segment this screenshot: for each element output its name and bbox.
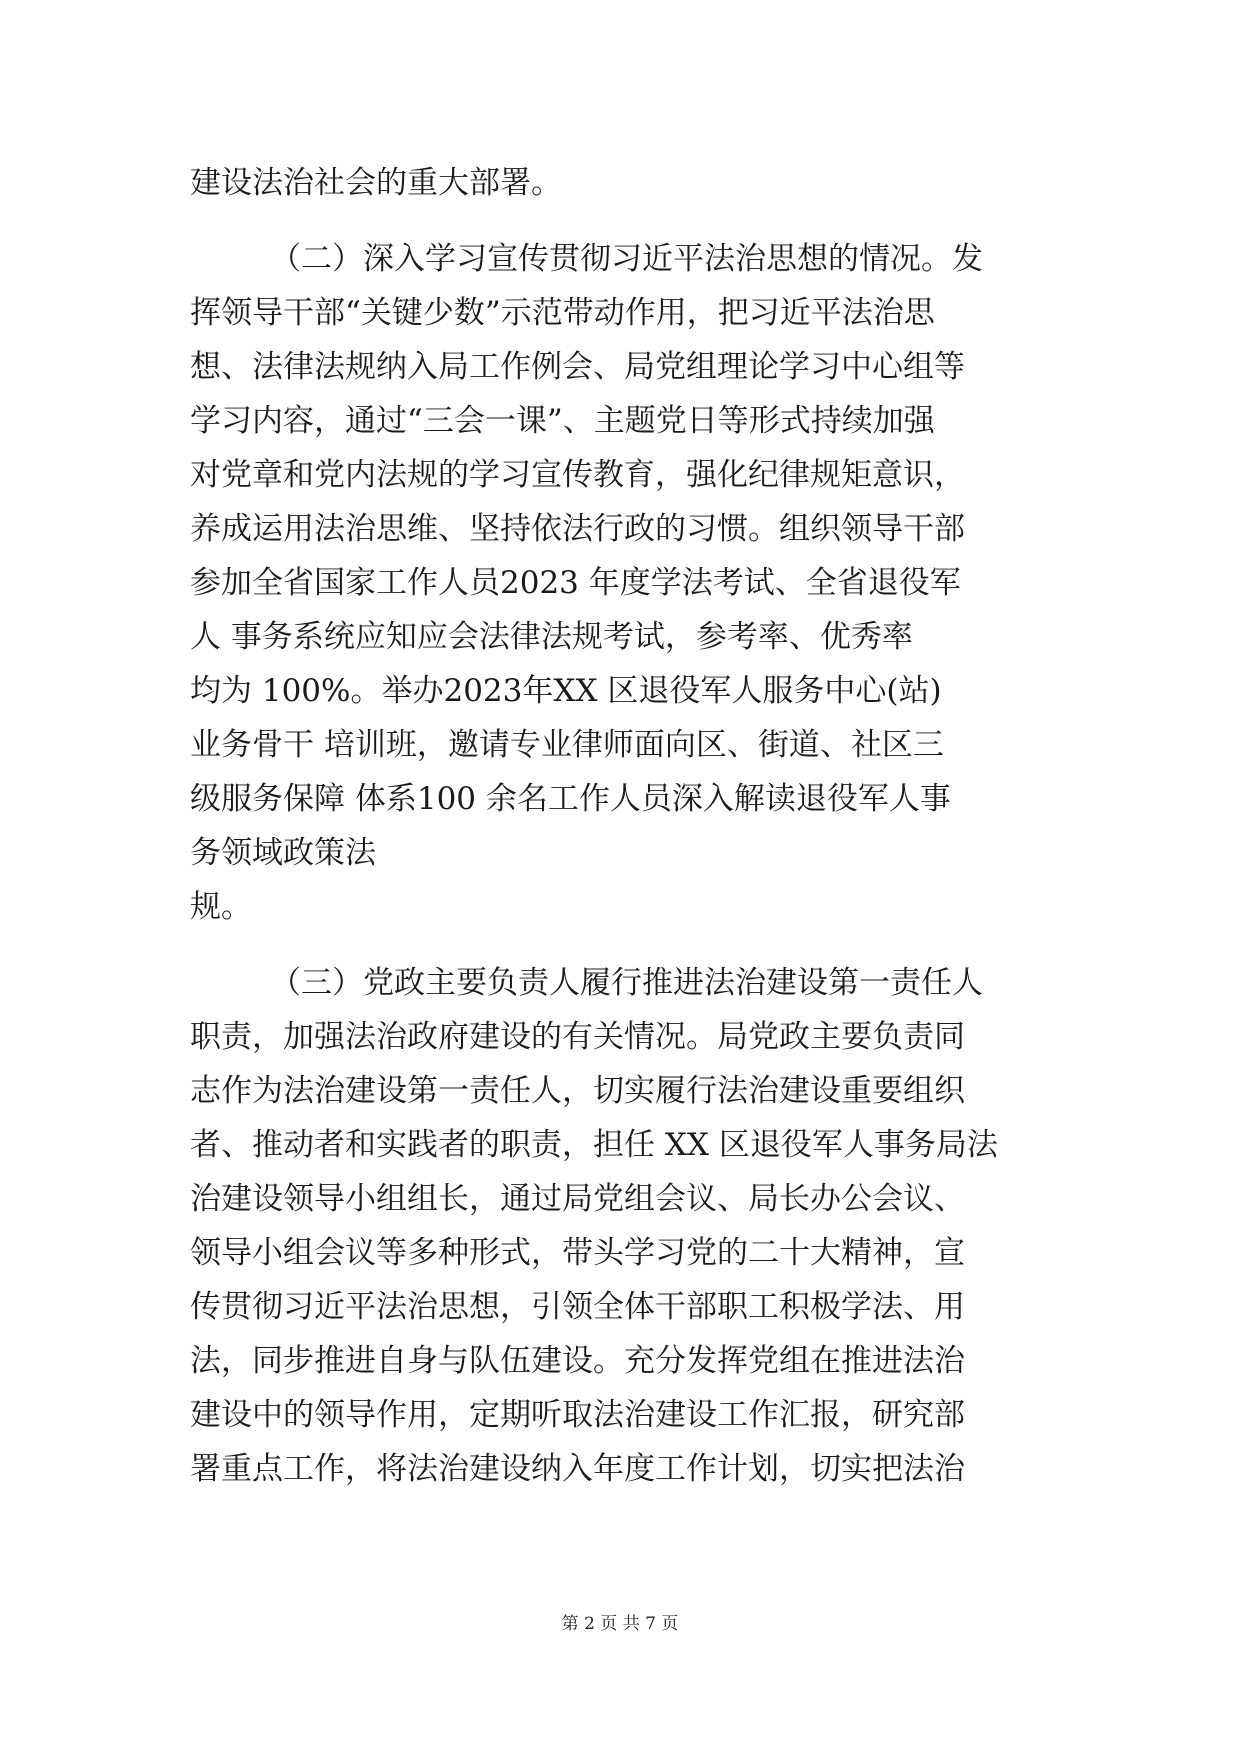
text-line: 挥领导干部“关键少数”示范带动作用，把习近平法治思 bbox=[190, 295, 935, 331]
text-line: 均为 100%。举办2023年XX 区退役军人服务中心(站) bbox=[190, 673, 942, 709]
page-number-footer: 第 2 页 共 7 页 bbox=[561, 1614, 679, 1634]
text-line: 志作为法治建设第一责任人，切实履行法治建设重要组织 bbox=[190, 1073, 965, 1109]
text-line: 参加全省国家工作人员2023 年度学法考试、全省退役军 bbox=[190, 565, 961, 601]
text-line: 建设法治社会的重大部署。 bbox=[190, 165, 562, 201]
text-line: 领导小组会议等多种形式，带头学习党的二十大精神，宣 bbox=[190, 1235, 965, 1271]
text-line: 传贯彻习近平法治思想，引领全体干部职工积极学法、用 bbox=[190, 1289, 965, 1325]
text-line: 署重点工作，将法治建设纳入年度工作计划，切实把法治 bbox=[190, 1451, 965, 1487]
text-line: 建设中的领导作用，定期听取法治建设工作汇报，研究部 bbox=[190, 1397, 965, 1433]
text-line: 人 事务系统应知应会法律法规考试，参考率、优秀率 bbox=[190, 619, 913, 655]
text-line: 治建设领导小组组长，通过局党组会议、局长办公会议、 bbox=[190, 1181, 965, 1217]
section-heading-2: （二）深入学习宣传贯彻习近平法治思想的情况。发 bbox=[270, 241, 983, 277]
text-line: 务领域政策法 bbox=[190, 835, 376, 871]
text-line: 养成运用法治思维、坚持依法行政的习惯。组织领导干部 bbox=[190, 511, 965, 547]
text-line: 职责，加强法治政府建设的有关情况。局党政主要负责同 bbox=[190, 1019, 965, 1055]
text-line: 者、推动者和实践者的职责，担任 XX 区退役军人事务局法 bbox=[190, 1127, 998, 1163]
text-line: 对党章和党内法规的学习宣传教育，强化纪律规矩意识， bbox=[190, 457, 965, 493]
text-line: 想、法律法规纳入局工作例会、局党组理论学习中心组等 bbox=[190, 349, 965, 385]
text-line: 级服务保障 体系100 余名工作人员深入解读退役军人事 bbox=[190, 781, 951, 817]
text-line: 业务骨干 培训班，邀请专业律师面向区、街道、社区三 bbox=[190, 727, 944, 763]
section-heading-3: （三）党政主要负责人履行推进法治建设第一责任人 bbox=[270, 965, 983, 1001]
text-line: 学习内容，通过“三会一课”、主题党日等形式持续加强 bbox=[190, 403, 935, 439]
text-line: 规。 bbox=[190, 889, 252, 925]
text-line: 法，同步推进自身与队伍建设。充分发挥党组在推进法治 bbox=[190, 1343, 965, 1379]
